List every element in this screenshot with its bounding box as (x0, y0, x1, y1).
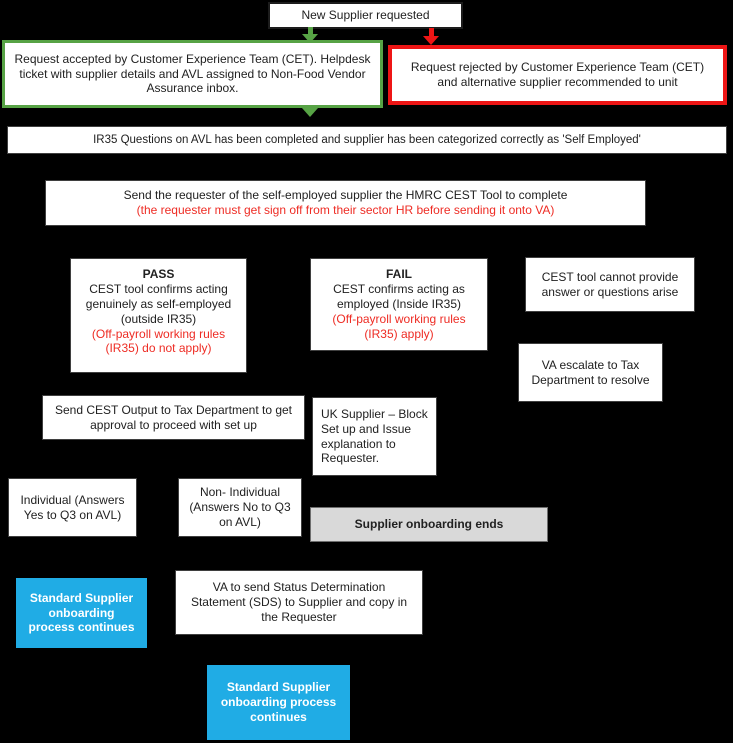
node-new-supplier-requested (268, 2, 463, 29)
node-label: Send the requester of the self-employed supplier the HMRC CEST Tool to complete (123, 188, 568, 203)
node-title: PASS (142, 267, 175, 281)
node-label: VA to send Status Determination Statement (SDS) to Supplier and copy in the Requester (190, 580, 408, 624)
node-label: Standard Supplier onboarding process continues (28, 590, 135, 635)
node-standard-onboarding-continues-left (16, 578, 147, 648)
node-label: CEST confirms acting as employed (Inside IR35) (333, 281, 465, 311)
node-label: Standard Supplier onboarding process continues (220, 680, 337, 724)
node-label: CEST tool confirms acting genuinely as self-employed (outside IR35) (85, 281, 232, 326)
node-warning-text: (Off-payroll working rules (IR35) do not apply) (91, 326, 226, 356)
node-label: VA escalate to Tax Department to resolve (531, 357, 650, 387)
node-cest-fail (310, 258, 488, 351)
node-title: FAIL (386, 267, 412, 281)
node-label: CEST tool cannot provide answer or questions arise (541, 269, 679, 299)
node-individual (8, 478, 137, 537)
arrow-rejected-head-icon (423, 36, 439, 45)
node-onboarding-ends (310, 507, 548, 542)
node-warning-text: (Off-payroll working rules (IR35) apply) (332, 311, 466, 341)
node-standard-onboarding-continues-bottom (207, 665, 350, 740)
node-va-escalate (518, 343, 663, 402)
node-ir35-categorized (7, 126, 727, 154)
node-label: Request accepted by Customer Experience Team (CET). Helpdesk ticket with supplier details and AVL assigned to Non-Food Vendor Assurance inbox. (14, 51, 371, 96)
node-send-sds (175, 570, 423, 635)
node-label: Request rejected by Customer Experience Team (CET) and alternative supplier recommended to unit (410, 60, 705, 89)
node-label: UK Supplier – Block Set up and Issue explanation to Requester. (321, 406, 428, 466)
node-send-cest-output (42, 395, 305, 440)
node-label: Non- Individual (Answers No to Q3 on AVL) (189, 485, 291, 529)
node-request-rejected (388, 45, 727, 105)
node-label: Individual (Answers Yes to Q3 on AVL) (20, 492, 125, 522)
node-uk-supplier-block (312, 397, 437, 476)
node-label: IR35 Questions on AVL has been completed and supplier has been categorized correctly as 'Self Employed' (93, 133, 641, 146)
node-label: New Supplier requested (301, 8, 430, 23)
node-cest-no-answer (525, 257, 695, 312)
node-request-accepted (2, 40, 383, 108)
node-warning-text: (the requester must get sign off from their sector HR before sending it onto VA) (136, 203, 555, 217)
node-label: Supplier onboarding ends (354, 517, 504, 532)
node-send-cest-tool (45, 180, 646, 226)
node-non-individual (178, 478, 302, 537)
node-label: Send CEST Output to Tax Department to get approval to proceed with set up (54, 402, 293, 432)
arrow-down-green-icon (302, 108, 318, 117)
node-cest-pass (70, 258, 247, 373)
